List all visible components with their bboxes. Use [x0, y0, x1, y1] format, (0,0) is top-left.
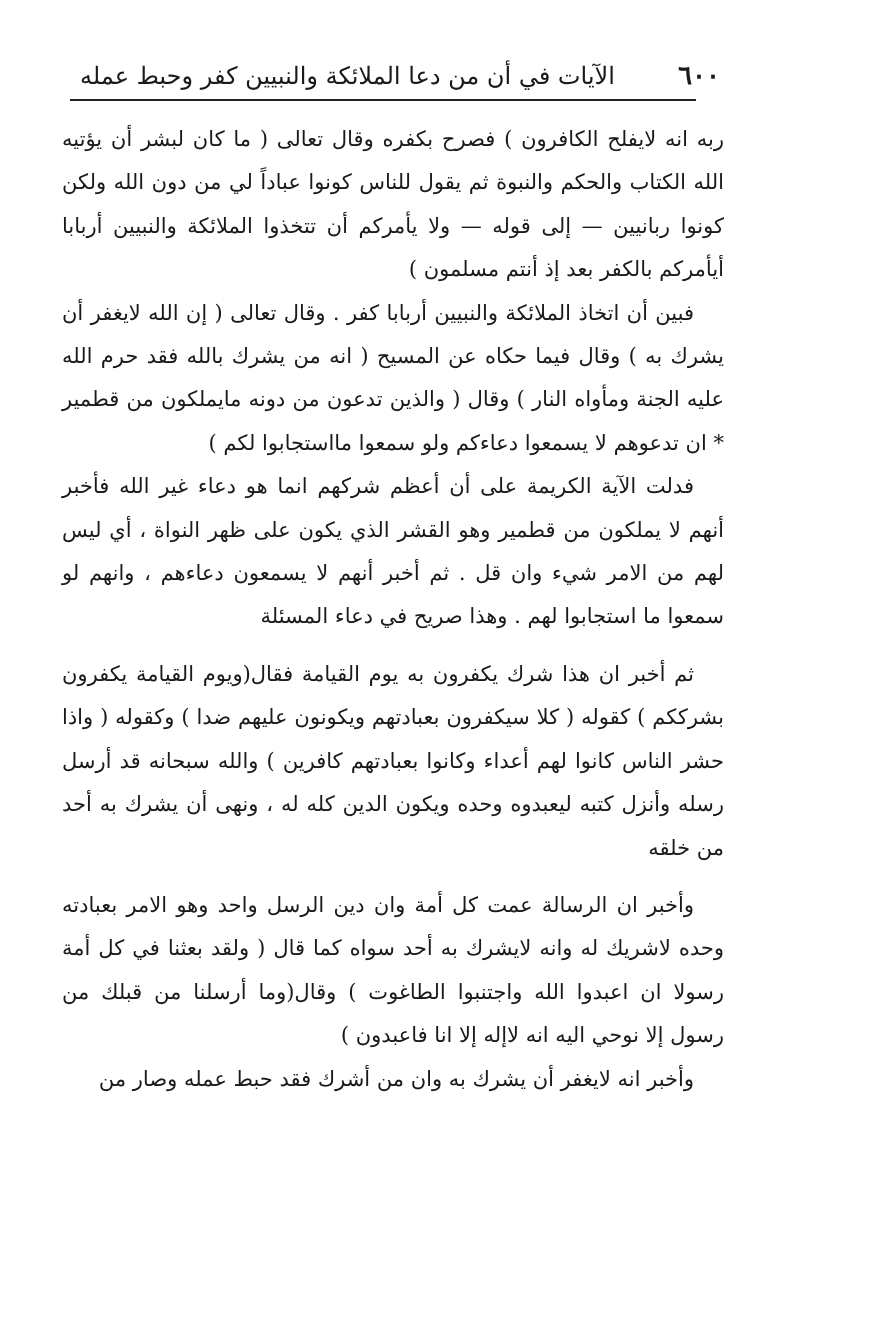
- header-rule: [70, 99, 696, 101]
- paragraph: ثم أخبر ان هذا شرك يكفرون به يوم القيامة فقال(ويوم القيامة يكفرون بشرككم ) كقوله ( كلا سيكفرون بعبادتهم ويكونون عليهم ضدا ) وكقوله ( واذا حشر الناس كانوا لهم أعداء وكانوا بعبادتهم كافرين ) والله سبحانه قد أرسل رسله وأنزل كتبه ليعبدوه وحده ويكون الدين كله له ، ونهى أن يشرك به أحد من خلقه: [62, 661, 724, 860]
- running-header: [80, 58, 720, 94]
- paragraph: فبين أن اتخاذ الملائكة والنبيين أربابا كفر . وقال تعالى ( إن الله لايغفر أن يشرك به ) وقال فيما حكاه عن المسيح ( انه من يشرك بالله فقد حرم الله عليه الجنة ومأواه النار ) وقال ( والذين تدعون من دونه مايملكون من قطمير * ان تدعوهم لا يسمعوا دعاءكم ولو سمعوا مااستجابوا لكم ): [62, 300, 724, 455]
- running-title: الآيات في أن من دعا الملائكة والنبيين كفر وحبط عمله: [80, 62, 615, 90]
- paragraph: وأخبر ان الرسالة عمت كل أمة وان دين الرسل واحد وهو الامر بعبادته وحده لاشريك له وانه لايشرك به أحد سواه كما قال ( ولقد بعثنا في كل أمة رسولا ان اعبدوا الله واجتنبوا الطاغوت ) وقال(وما أرسلنا من قبلك من رسول إلا نوحي اليه انه لاإله إلا انا فاعبدون ): [62, 892, 724, 1048]
- page-number: ٦٠٠: [678, 61, 720, 91]
- body-text: [62, 118, 724, 1101]
- paragraph: وأخبر انه لايغفر أن يشرك به وان من أشرك فقد حبط عمله وصار من: [98, 1066, 694, 1091]
- paragraph: فدلت الآية الكريمة على أن أعظم شركهم انما هو دعاء غير الله فأخبر أنهم لا يملكون من قطمير وهو القشر الذي يكون على ظهر النواة ، أي ليس لهم من الامر شيء وان قل . ثم أخبر أنهم لا يسمعون دعاءهم ، وانهم لو سمعوا ما استجابوا لهم . وهذا صريح في دعاء المسئلة: [62, 474, 724, 629]
- paragraph: ربه انه لايفلح الكافرون ) فصرح بكفره وقال تعالى ( ما كان لبشر أن يؤتيه الله الكتاب والحكم والنبوة ثم يقول للناس كونوا عباداً لي من دون الله ولكن كونوا ربانيين — إلى قوله — ولا يأمركم أن تتخذوا الملائكة والنبيين أربابا أيأمركم بالكفر بعد إذ أنتم مسلمون ): [62, 127, 724, 282]
